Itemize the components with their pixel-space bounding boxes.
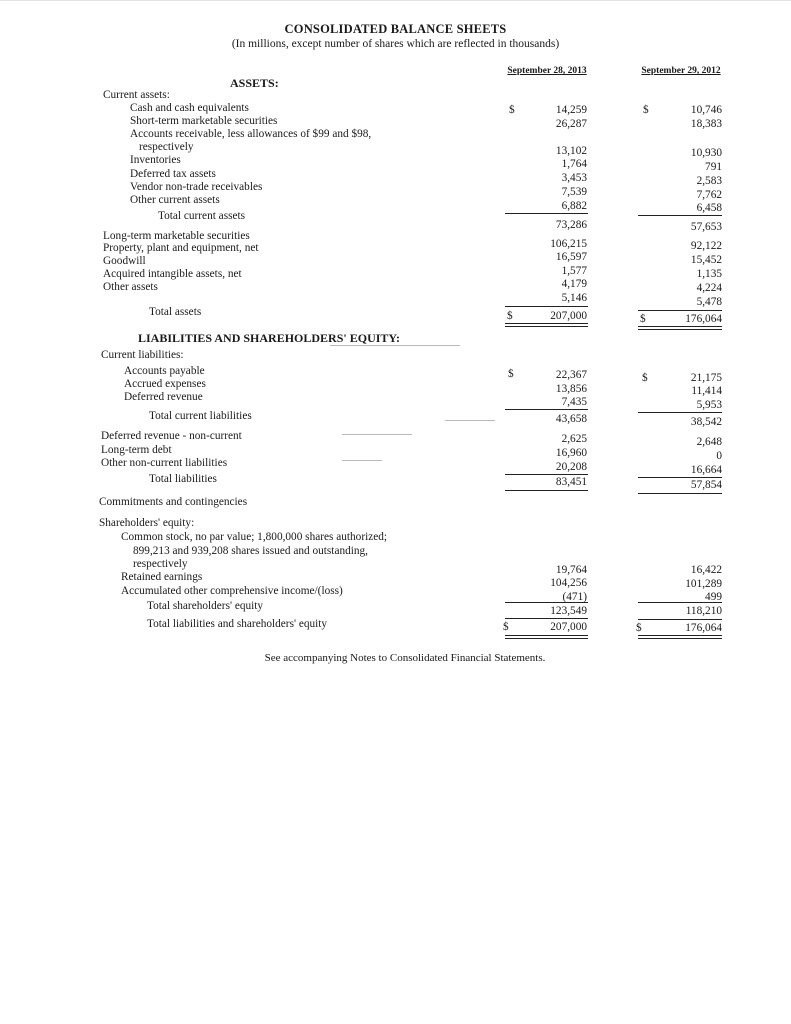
value-2013-cash: 14,259 xyxy=(555,104,587,116)
value-2013-total-current-liabilities: 43,658 xyxy=(555,413,587,425)
value-2012-other-current-assets: 6,458 xyxy=(696,202,722,214)
current-liabilities-label: Current liabilities: xyxy=(101,349,184,361)
subtotal-rule xyxy=(638,619,722,620)
value-2012-other-noncurrent-liabilities: 16,664 xyxy=(690,464,722,476)
value-2012-common-stock: 16,422 xyxy=(690,564,722,576)
subtotal-rule xyxy=(638,602,722,603)
value-2012-deferred-revenue: 5,953 xyxy=(696,399,722,411)
commitments-label: Commitments and contingencies xyxy=(99,496,248,508)
value-2012-deferred-revenue-noncurrent: 2,648 xyxy=(696,436,722,448)
value-2013-other-noncurrent-liabilities: 20,208 xyxy=(555,461,587,473)
value-2013-goodwill: 1,577 xyxy=(561,265,587,277)
row-label-total-liabilities-equity: Total liabilities and shareholders' equity xyxy=(147,618,328,630)
row-label-common-stock-cont: respectively xyxy=(133,558,188,570)
subtotal-rule xyxy=(638,412,722,413)
value-2012-short-term-securities: 18,383 xyxy=(690,118,722,130)
row-label-accounts-receivable: Accounts receivable, less allowances of $99 and $98, xyxy=(130,128,372,140)
value-2012-inventories: 791 xyxy=(705,161,722,173)
value-2013-vendor-receivables: 7,539 xyxy=(561,186,587,198)
value-2013-retained-earnings: 104,256 xyxy=(550,577,587,589)
dollar-sign: $ xyxy=(509,104,515,116)
value-2012-goodwill: 1,135 xyxy=(696,268,722,280)
row-label-long-term-debt: Long-term debt xyxy=(101,444,172,456)
page-subtitle: (In millions, except number of shares which are reflected in thousands) xyxy=(231,38,560,50)
value-2013-other-current-assets: 6,882 xyxy=(561,200,587,212)
row-label-common-stock-cont: 899,213 and 939,208 shares issued and outstanding, xyxy=(133,545,369,557)
dollar-sign: $ xyxy=(643,104,649,116)
value-2013-deferred-revenue-noncurrent: 2,625 xyxy=(561,433,587,445)
subtotal-rule xyxy=(638,215,722,216)
assets-heading: ASSETS: xyxy=(230,76,279,90)
subtotal-rule xyxy=(505,409,588,410)
value-2013-total-liabilities-equity: 207,000 xyxy=(550,621,587,633)
total-double-rule xyxy=(638,326,722,330)
liabilities-heading: LIABILITIES AND SHAREHOLDERS' EQUITY: xyxy=(138,331,400,345)
dollar-sign: $ xyxy=(640,313,646,325)
scan-artifact xyxy=(330,345,460,346)
value-2012-ppe: 15,452 xyxy=(690,254,722,266)
value-2013-total-liabilities: 83,451 xyxy=(555,476,587,488)
value-2013-common-stock: 19,764 xyxy=(555,564,587,576)
row-label-short-term-securities: Short-term marketable securities xyxy=(130,115,278,127)
subtotal-rule xyxy=(505,474,588,475)
total-double-rule xyxy=(505,635,588,639)
value-2012-total-assets: 176,064 xyxy=(685,313,722,325)
column-header-2012: September 29, 2012 xyxy=(641,66,721,76)
value-2013-accounts-payable: 22,367 xyxy=(555,369,587,381)
dollar-sign: $ xyxy=(507,310,513,322)
row-label-aoci: Accumulated other comprehensive income/(loss) xyxy=(121,585,343,597)
value-2012-accounts-receivable: 10,930 xyxy=(690,147,722,159)
value-2013-intangibles: 4,179 xyxy=(561,278,587,290)
row-label-long-term-securities: Long-term marketable securities xyxy=(103,230,250,242)
subtotal-rule xyxy=(505,602,588,603)
value-2012-accounts-payable: 21,175 xyxy=(690,372,722,384)
value-2012-deferred-tax-assets: 2,583 xyxy=(696,175,722,187)
value-2013-other-assets: 5,146 xyxy=(561,292,587,304)
value-2012-total-liabilities-equity: 176,064 xyxy=(685,622,722,634)
dollar-sign: $ xyxy=(508,368,514,380)
row-label-ppe: Property, plant and equipment, net xyxy=(103,242,259,254)
value-2012-vendor-receivables: 7,762 xyxy=(696,189,722,201)
value-2012-total-equity: 118,210 xyxy=(685,605,722,617)
row-label-total-current-liabilities: Total current liabilities xyxy=(149,410,252,422)
value-2012-long-term-securities: 92,122 xyxy=(690,240,722,252)
row-label-total-equity: Total shareholders' equity xyxy=(147,600,264,612)
value-2013-short-term-securities: 26,287 xyxy=(555,118,587,130)
value-2013-total-current-assets: 73,286 xyxy=(555,219,587,231)
row-label-retained-earnings: Retained earnings xyxy=(121,571,203,583)
value-2013-accrued-expenses: 13,856 xyxy=(555,383,587,395)
row-label-deferred-revenue: Deferred revenue xyxy=(124,391,203,403)
row-label-deferred-revenue-noncurrent: Deferred revenue - non-current xyxy=(101,430,242,442)
row-label-deferred-tax-assets: Deferred tax assets xyxy=(130,168,216,180)
value-2012-total-liabilities: 57,854 xyxy=(690,479,722,491)
value-2012-total-current-assets: 57,653 xyxy=(690,221,722,233)
row-label-cash: Cash and cash equivalents xyxy=(130,102,249,114)
row-label-accrued-expenses: Accrued expenses xyxy=(124,378,206,390)
subtotal-rule xyxy=(505,618,588,619)
value-2013-accounts-receivable: 13,102 xyxy=(555,145,587,157)
total-double-rule xyxy=(505,323,588,327)
value-2012-accrued-expenses: 11,414 xyxy=(691,385,722,397)
shareholders-equity-label: Shareholders' equity: xyxy=(99,517,195,529)
row-label-intangibles: Acquired intangible assets, net xyxy=(103,268,242,280)
subtotal-rule xyxy=(505,306,588,307)
value-2013-deferred-revenue: 7,435 xyxy=(561,396,587,408)
subtotal-rule xyxy=(505,213,588,214)
subtotal-rule xyxy=(638,477,722,478)
row-label-goodwill: Goodwill xyxy=(103,255,146,267)
page-title: CONSOLIDATED BALANCE SHEETS xyxy=(284,22,507,36)
row-label-other-assets: Other assets xyxy=(103,281,158,293)
value-2013-ppe: 16,597 xyxy=(555,251,587,263)
footnote: See accompanying Notes to Consolidated Financial Statements. xyxy=(264,652,546,664)
value-2012-retained-earnings: 101,289 xyxy=(685,578,722,590)
value-2012-aoci: 499 xyxy=(705,591,722,603)
subtotal-rule xyxy=(638,310,722,311)
subtotal-rule xyxy=(638,493,722,494)
row-label-vendor-receivables: Vendor non-trade receivables xyxy=(130,181,263,193)
scan-artifact xyxy=(445,420,495,421)
value-2013-total-equity: 123,549 xyxy=(550,605,587,617)
value-2012-cash: 10,746 xyxy=(690,104,722,116)
value-2012-intangibles: 4,224 xyxy=(696,282,722,294)
current-assets-label: Current assets: xyxy=(103,89,170,101)
subtotal-rule xyxy=(505,490,588,491)
column-header-2013: September 28, 2013 xyxy=(507,66,587,76)
row-label-accounts-payable: Accounts payable xyxy=(124,365,205,377)
value-2013-total-assets: 207,000 xyxy=(550,310,587,322)
dollar-sign: $ xyxy=(503,621,509,633)
row-label-other-noncurrent-liabilities: Other non-current liabilities xyxy=(101,457,228,469)
value-2012-total-current-liabilities: 38,542 xyxy=(690,416,722,428)
total-double-rule xyxy=(638,635,722,639)
row-label-total-liabilities: Total liabilities xyxy=(149,473,217,485)
value-2012-other-assets: 5,478 xyxy=(696,296,722,308)
scan-artifact xyxy=(342,434,412,435)
row-label-common-stock: Common stock, no par value; 1,800,000 shares authorized; xyxy=(121,531,388,543)
scan-artifact xyxy=(342,460,382,461)
value-2012-long-term-debt: 0 xyxy=(716,450,722,462)
row-label-total-assets: Total assets xyxy=(149,306,202,318)
dollar-sign: $ xyxy=(642,372,648,384)
dollar-sign: $ xyxy=(636,622,642,634)
value-2013-long-term-securities: 106,215 xyxy=(550,238,587,250)
scan-artifact xyxy=(0,0,791,1)
row-label-accounts-receivable-cont: respectively xyxy=(139,141,194,153)
value-2013-aoci: (471) xyxy=(562,591,587,603)
row-label-other-current-assets: Other current assets xyxy=(130,194,220,206)
value-2013-long-term-debt: 16,960 xyxy=(555,447,587,459)
value-2013-inventories: 1,764 xyxy=(561,158,587,170)
row-label-total-current-assets: Total current assets xyxy=(158,210,246,222)
row-label-inventories: Inventories xyxy=(130,154,181,166)
value-2013-deferred-tax-assets: 3,453 xyxy=(561,172,587,184)
